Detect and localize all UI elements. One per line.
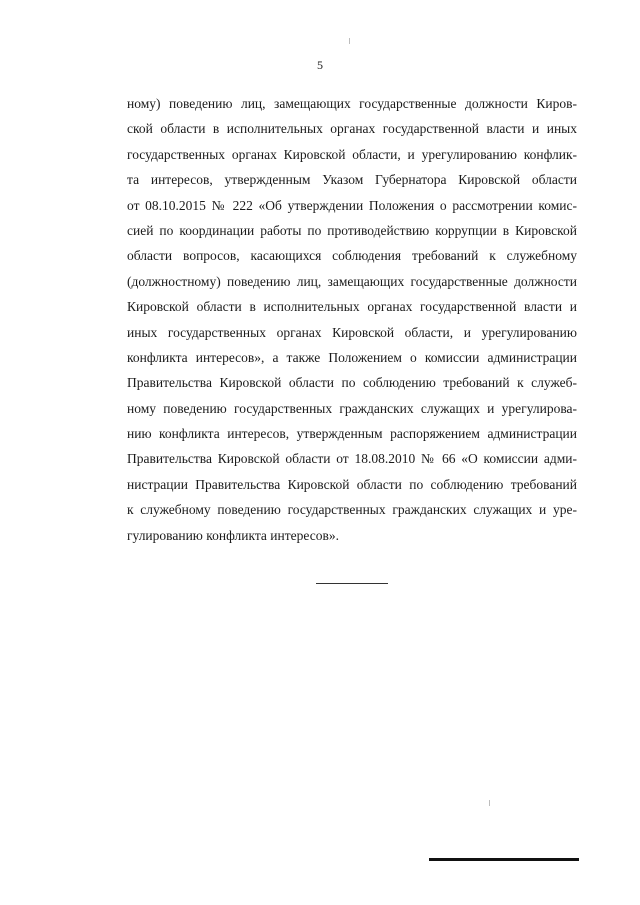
text-line: ской области в исполнительных органах государственной власти и иных (127, 121, 577, 137)
text-line: та интересов, утвержденным Указом Губернатора Кировской области (127, 172, 577, 188)
text-line: конфликта интересов», а также Положением о комиссии администрации (127, 349, 577, 365)
text-line-last: гулированию конфликта интересов». (127, 527, 339, 543)
text-line: ному поведению государственных гражданских служащих и урегулирова- (127, 400, 577, 416)
text-line: к служебному поведению государственных гражданских служащих и уре- (127, 502, 577, 518)
text-line: Правительства Кировской области от 18.08.2010 № 66 «О комиссии адми- (127, 451, 577, 467)
body-paragraph (127, 91, 577, 548)
text-line: нистрации Правительства Кировской области по соблюдению требований (127, 476, 577, 492)
text-line: от 08.10.2015 № 222 «Об утверждении Положения о рассмотрении комис- (127, 197, 577, 213)
scan-speck (349, 38, 350, 44)
text-line: нию конфликта интересов, утвержденным распоряжением администрации (127, 426, 577, 442)
scan-speck (489, 800, 490, 806)
text-line: сией по координации работы по противодействию коррупции в Кировской (127, 222, 577, 238)
text-line: области вопросов, касающихся соблюдения требований к служебному (127, 248, 577, 264)
text-line: государственных органах Кировской области, и урегулированию конфлик- (127, 146, 577, 162)
text-line: Кировской области в исполнительных органах государственной власти и (127, 299, 577, 315)
text-line: (должностному) поведению лиц, замещающих государственные должности (127, 273, 577, 289)
text-line: иных государственных органах Кировской области, и урегулированию (127, 324, 577, 340)
text-line: Правительства Кировской области по соблюдению требований к служеб- (127, 375, 577, 391)
end-divider (316, 583, 388, 584)
text-line: ному) поведению лиц, замещающих государственные должности Киров- (127, 96, 577, 111)
page-number: 5 (317, 58, 323, 72)
footer-rule (429, 858, 579, 861)
